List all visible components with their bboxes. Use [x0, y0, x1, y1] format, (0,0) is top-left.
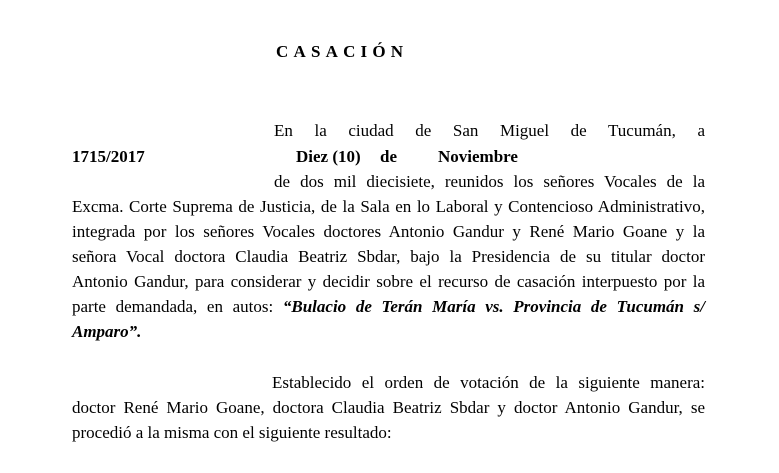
- case-caption-end: Amparo”.: [72, 322, 142, 341]
- paragraph1-line5: Antonio Gandur, para considerar y decidir sobre el recurso de casación interpuesto por la: [72, 272, 705, 291]
- paragraph1-line2: Excma. Corte Suprema de Justicia, de la Sala en lo Laboral y Contencioso Administrativo,: [72, 197, 705, 216]
- date-de: de: [380, 147, 397, 166]
- paragraph2-line2: doctor René Mario Goane, doctora Claudia Beatriz Sbdar y doctor Antonio Gandur, se: [72, 398, 705, 417]
- case-number: 1715/2017: [72, 147, 145, 166]
- case-caption: “Bulacio de Terán María vs. Provincia de Tucumán s/: [282, 297, 705, 316]
- paragraph1-line6: [72, 294, 705, 319]
- paragraph2-line3: procedió a la misma con el siguiente resultado:: [72, 423, 392, 442]
- date-day: Diez (10): [296, 147, 361, 166]
- document-title: CASACIÓN: [276, 42, 409, 61]
- paragraph2-line1: Establecido el orden de votación de la siguiente manera:: [272, 373, 705, 392]
- paragraph1-line1: de dos mil diecisiete, reunidos los señores Vocales de la: [274, 172, 705, 191]
- intro-line: En la ciudad de San Miguel de Tucumán, a: [274, 121, 705, 140]
- paragraph1-line3: integrada por los señores Vocales doctores Antonio Gandur y René Mario Goane y la: [72, 222, 705, 241]
- date-month: Noviembre: [438, 147, 518, 166]
- autos-prefix: parte demandada, en autos:: [72, 297, 274, 316]
- paragraph1-line4: señora Vocal doctora Claudia Beatriz Sbdar, bajo la Presidencia de su titular doctor: [72, 247, 705, 266]
